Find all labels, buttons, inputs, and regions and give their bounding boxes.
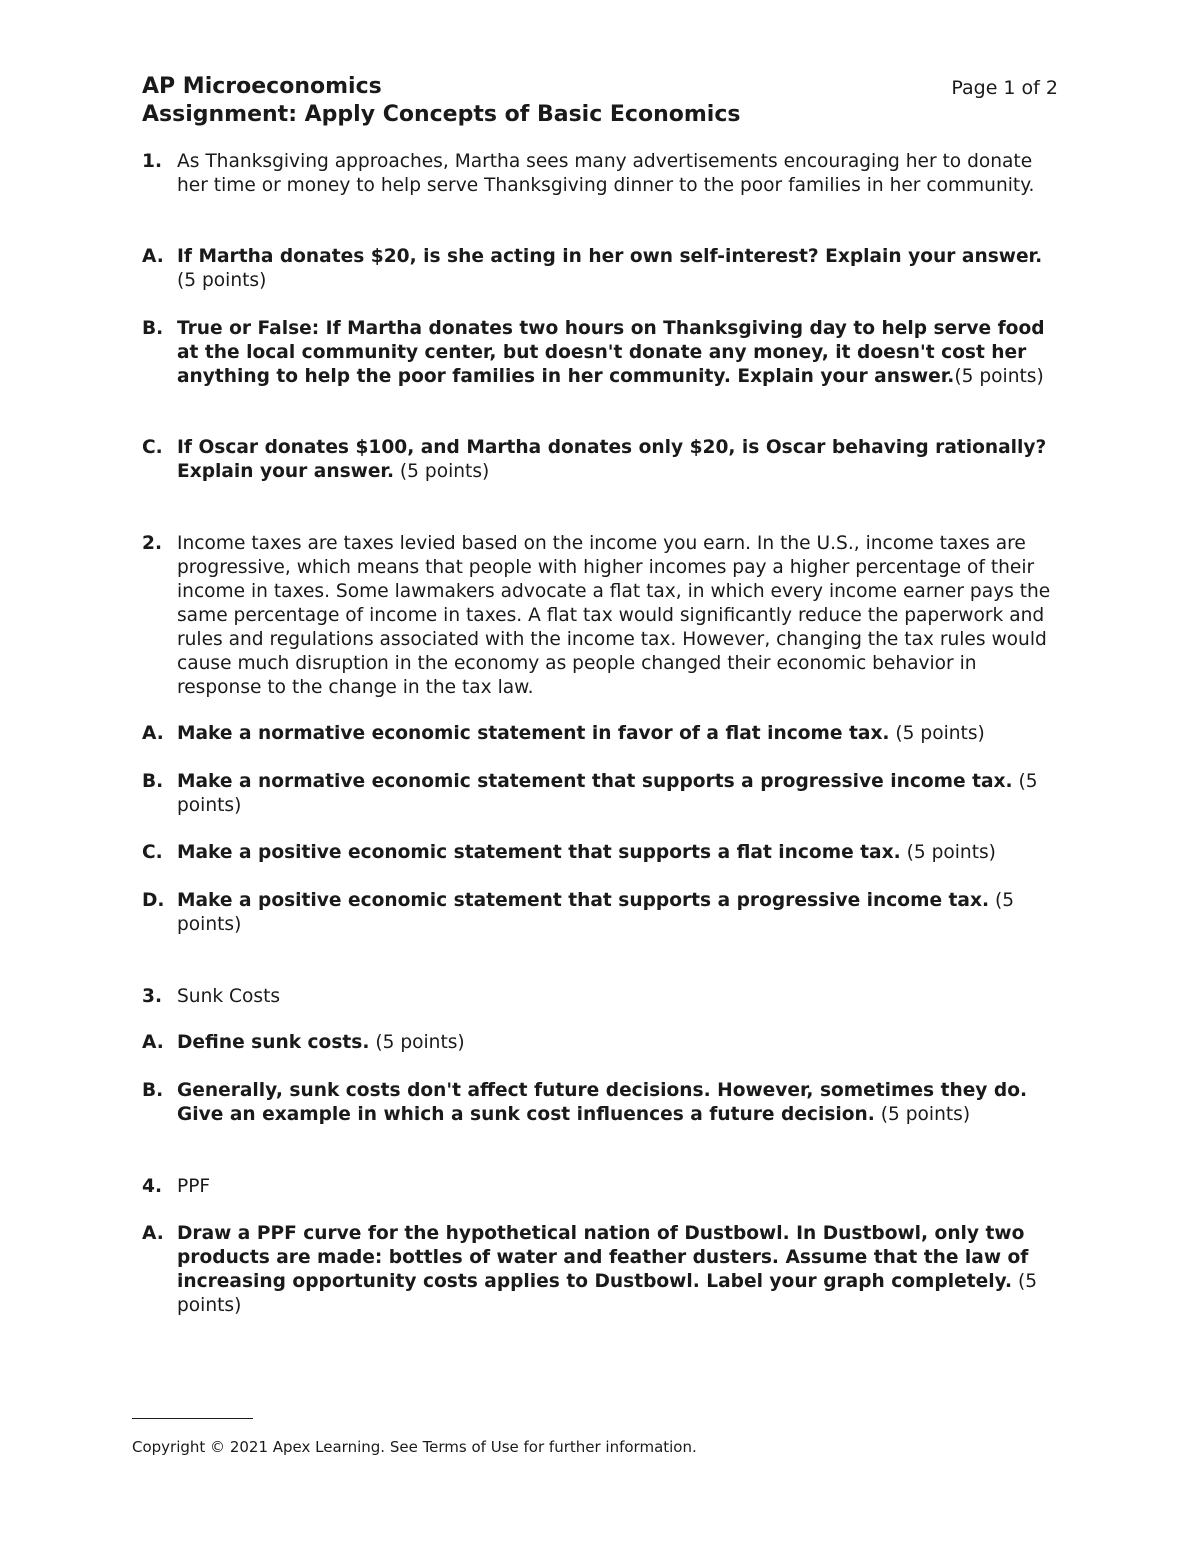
copyright-notice: Copyright © 2021 Apex Learning. See Terms of Use for further information. <box>132 1438 697 1456</box>
question-3b <box>142 1079 1058 1127</box>
points: (5 points) <box>954 366 1044 387</box>
points: (5 points) <box>177 270 267 291</box>
question-2 <box>142 532 1058 700</box>
course-title: AP Microeconomics <box>142 74 382 99</box>
part-prompt: Make a positive economic statement that supports a flat income tax. <box>177 842 901 863</box>
question-2d <box>142 889 1058 937</box>
part-prompt: If Martha donates $20, is she acting in her own self-interest? Explain your answer. <box>177 246 1043 267</box>
points: (5 points) <box>394 461 490 482</box>
question-number: 3. <box>142 986 163 1007</box>
part-label: A. <box>142 246 164 267</box>
question-prompt: PPF <box>177 1176 211 1197</box>
part-prompt: Make a positive economic statement that supports a progressive income tax. <box>177 890 990 911</box>
question-1 <box>142 150 1058 198</box>
points: (5 points) <box>874 1104 971 1125</box>
question-prompt: Income taxes are taxes levied based on the income you earn. In the U.S., income taxes are progressive, which means that people with higher incomes pay a higher percentage of their income in taxes. Some lawmakers advocate a flat tax, in which every income earner pays the same percentage of income in taxes. A flat tax would significantly reduce the paperwork and rules and regulations associated with the income tax. However, changing the tax rules would cause much disruption in the economy as people changed their economic behavior in response to the change in the tax law. <box>177 533 1051 698</box>
question-prompt: As Thanksgiving approaches, Martha sees many advertisements encouraging her to donate her time or money to help serve Thanksgiving dinner to the poor families in her community. <box>177 151 1035 196</box>
question-1a <box>142 245 1058 293</box>
question-2b <box>142 770 1058 818</box>
points: (5 points) <box>177 1271 1038 1316</box>
question-1b <box>142 317 1058 389</box>
part-prompt: Draw a PPF curve for the hypothetical nation of Dustbowl. In Dustbowl, only two products are made: bottles of water and feather dusters. Assume that the law of increasing opportunity costs applies to Dustbowl. Label your graph completely. <box>177 1223 1029 1292</box>
points: (5 points) <box>177 771 1038 816</box>
part-prompt: Make a normative economic statement in favor of a flat income tax. <box>177 723 890 744</box>
part-label: A. <box>142 1032 164 1053</box>
page-number: Page 1 of 2 <box>951 77 1058 99</box>
part-prompt: True or False: If Martha donates two hours on Thanksgiving day to help serve food at the local community center, but doesn't donate any money, it doesn't cost her anything to help the poor families in her community. Explain your answer. <box>177 318 1045 387</box>
part-prompt: Define sunk costs. <box>177 1032 370 1053</box>
part-label: A. <box>142 1223 164 1244</box>
part-prompt: If Oscar donates $100, and Martha donates only $20, is Oscar behaving rationally? Explain your answer. <box>177 437 1047 482</box>
points: (5 points) <box>889 723 985 744</box>
part-label: B. <box>142 771 164 792</box>
question-number: 4. <box>142 1176 163 1197</box>
question-4 <box>142 1175 1058 1199</box>
part-label: A. <box>142 723 164 744</box>
question-3a <box>142 1031 1058 1055</box>
points: (5 points) <box>900 842 996 863</box>
assignment-title: Assignment: Apply Concepts of Basic Economics <box>142 102 741 127</box>
question-3 <box>142 985 1058 1009</box>
question-number: 2. <box>142 533 163 554</box>
question-prompt: Sunk Costs <box>177 986 281 1007</box>
part-label: B. <box>142 318 164 339</box>
part-label: C. <box>142 437 163 458</box>
part-label: D. <box>142 890 165 911</box>
part-label: C. <box>142 842 163 863</box>
points: (5 points) <box>177 890 1015 935</box>
part-prompt: Make a normative economic statement that supports a progressive income tax. <box>177 771 1013 792</box>
question-number: 1. <box>142 151 163 172</box>
question-2a <box>142 722 1058 746</box>
footnote-separator <box>132 1418 253 1419</box>
part-prompt: Generally, sunk costs don't affect future decisions. However, sometimes they do. Give an example in which a sunk cost influences a future decision. <box>177 1080 1028 1125</box>
part-label: B. <box>142 1080 164 1101</box>
points: (5 points) <box>369 1032 465 1053</box>
question-1c <box>142 436 1058 484</box>
question-2c <box>142 841 1058 865</box>
question-4a <box>142 1222 1058 1318</box>
